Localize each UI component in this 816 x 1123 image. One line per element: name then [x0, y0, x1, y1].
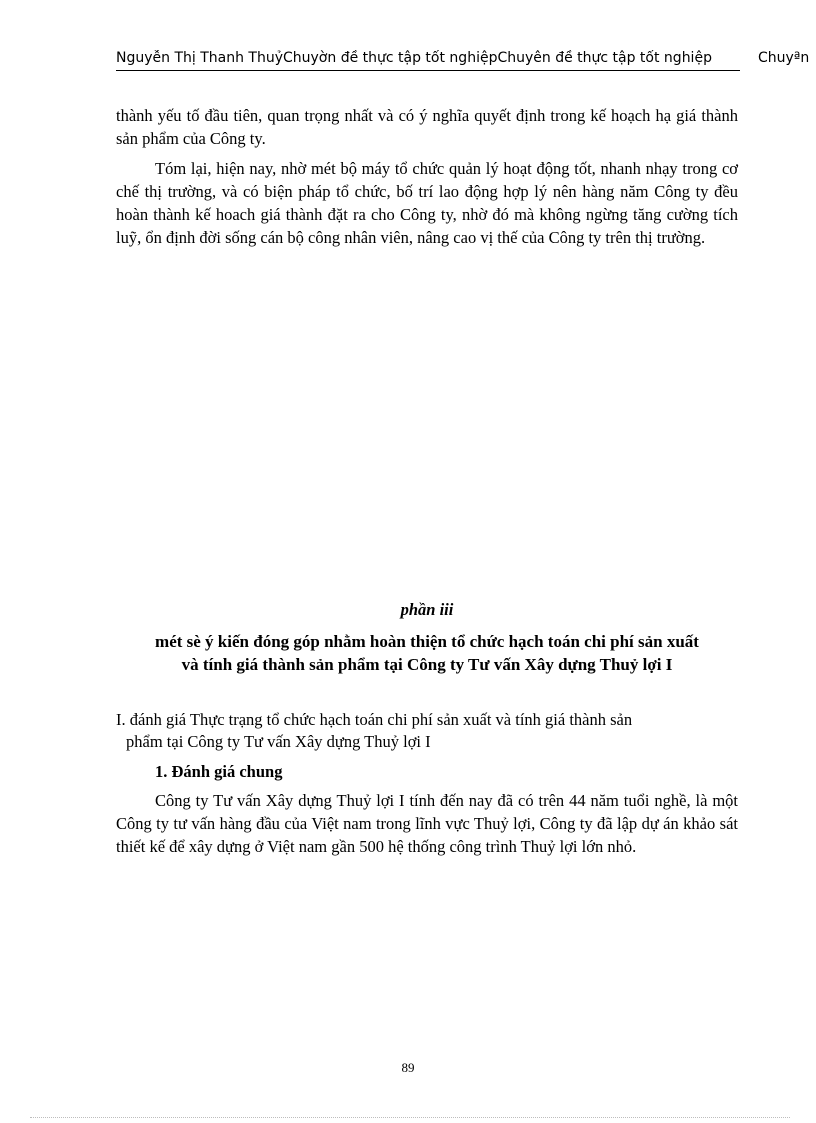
- paragraph-company-overview: Công ty Tư vấn Xây dựng Thuỷ lợi I tính đến nay đã có trên 44 năm tuổi nghề, là một Công ty tư vấn hàng đầu của Việt nam trong lĩnh vực Thuỷ lợi, Công ty đã lập dự án khảo sát thiết kế để xây dựng ở Việt nam gần 500 hệ thống công trình Thuỷ lợi lớn nhỏ.: [116, 791, 738, 856]
- part-heading: [116, 630, 738, 676]
- section-1-title: [116, 709, 738, 753]
- page-bottom-border: [30, 1117, 790, 1118]
- page-header: [116, 50, 816, 72]
- part-heading-line-2: và tính giá thành sản phẩm tại Công ty Tư vấn Xây dựng Thuỷ lợi I: [181, 655, 673, 674]
- header-text: Nguyễn Thị Thanh ThuỷChuyờn đề thực tập tốt nghiệpChuyên đề thực tập tốt nghiệp: [116, 50, 712, 66]
- paragraph-continuation: thành yếu tố đầu tiên, quan trọng nhất và có ý nghĩa quyết định trong kế hoạch hạ giá thành sản phẩm của Công ty.: [116, 106, 738, 148]
- part-heading-line-1: mét sè ý kiến đóng góp nhằm hoàn thiện tổ chức hạch toán chi phí sản xuất: [155, 632, 699, 651]
- page-number: 89: [401, 1060, 415, 1075]
- paragraph-summary: Tóm lại, hiện nay, nhờ mét bộ máy tổ chức quản lý hoạt động tốt, nhanh nhạy trong cơ chế thị trường, và có biện pháp tổ chức, bố trí lao động hợp lý nên hàng năm Công ty đều hoàn thành kế hoach giá thành đặt ra cho Công ty, nhờ đó mà không ngừng tăng cường tích luỹ, ổn định đời sống cán bộ công nhân viên, nâng cao vị thế của Công ty trên thị trường.: [116, 159, 738, 247]
- part-label: phần iii: [400, 600, 454, 619]
- subheading-general-assessment: 1. Đánh giá chung: [155, 762, 283, 781]
- section-1-title-line-1: I. đánh giá Thực trạng tổ chức hạch toán chi phí sản xuất và tính giá thành sản: [116, 710, 633, 729]
- header-rule: [116, 70, 740, 71]
- section-1-title-line-2: phẩm tại Công ty Tư vấn Xây dựng Thuỷ lợi I: [126, 732, 431, 751]
- header-right-text: Chuyªn: [758, 50, 810, 66]
